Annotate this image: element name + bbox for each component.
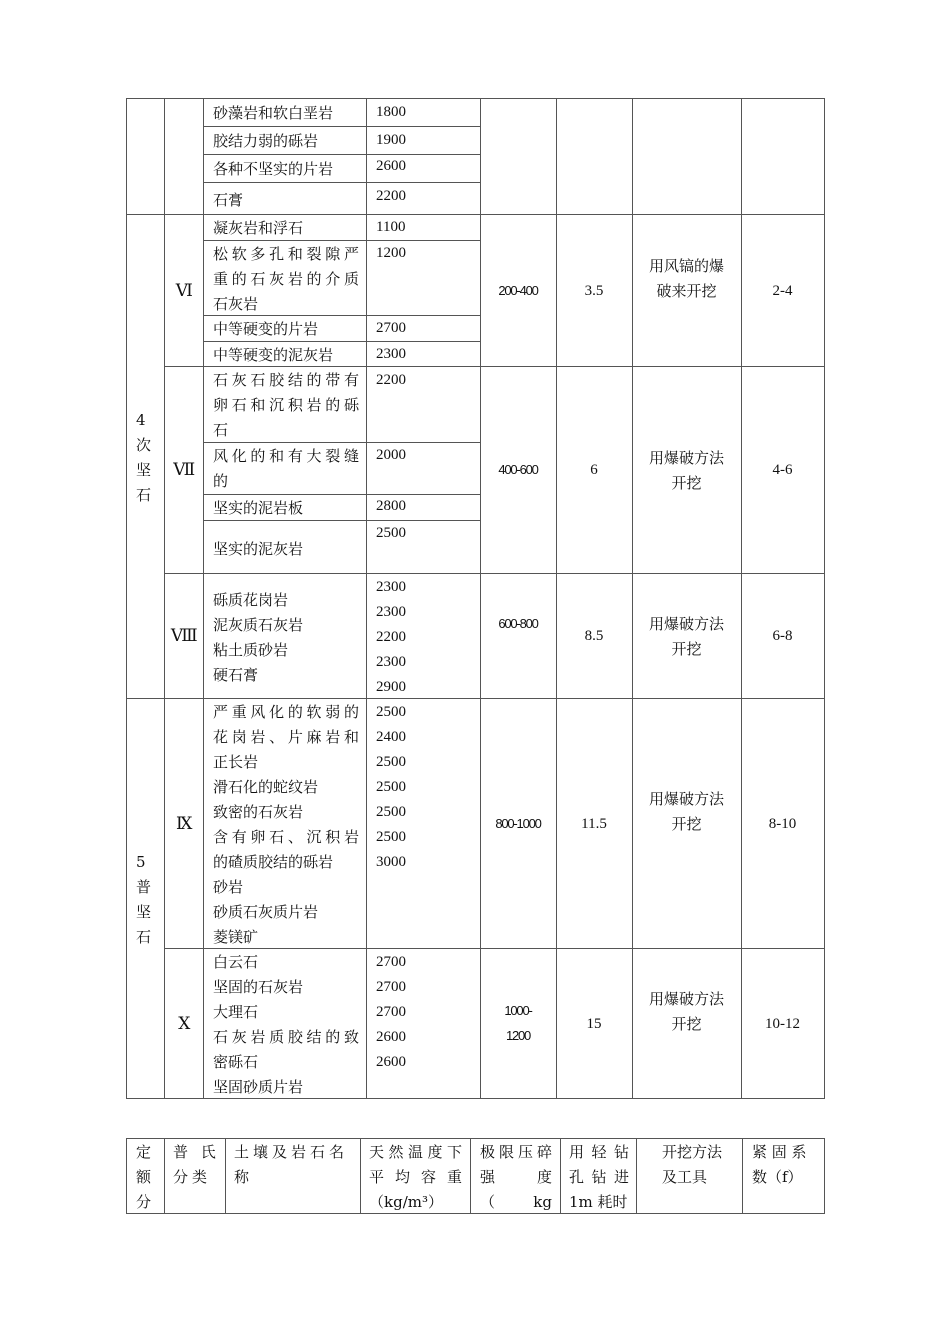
class-roman-numeral: Ⅹ — [178, 1014, 189, 1033]
grade-label-line: 石 — [136, 486, 152, 504]
rock-name: 凝灰岩和浮石 — [213, 219, 304, 237]
excavation-method: 用风镐的爆 破来开挖 — [648, 257, 724, 300]
rock-name: 菱镁矿 — [213, 928, 259, 946]
unit-weight: 2800 — [376, 498, 406, 514]
rock-name: 密砾石 — [213, 1053, 259, 1071]
rock-name: 正长岩 — [213, 753, 259, 771]
excavation-method: 用爆破方法 开挖 — [648, 790, 724, 833]
header-drill-time: 孔钻进 — [569, 1168, 629, 1186]
rock-name: 石灰石胶结的带有 — [213, 371, 359, 389]
rock-name: 重的石灰岩的介质 — [213, 270, 359, 288]
grade-label-line: 坚 — [136, 461, 152, 479]
header-unit-weight: 天然温度下 — [369, 1143, 462, 1161]
grade-label-line: 坚 — [136, 903, 152, 921]
header-compressive-strength: （ kg — [480, 1193, 552, 1211]
header-drill-time: 用轻钻 — [569, 1143, 629, 1161]
rock-name: 石灰岩 — [213, 295, 259, 313]
excavation-method: 用爆破方法 开挖 — [648, 990, 724, 1033]
firmness-coefficient: 2-4 — [772, 283, 793, 299]
class-roman-numeral: Ⅷ — [170, 626, 197, 645]
rock-name: 风化的和有大裂缝 — [213, 447, 359, 465]
unit-weight-list: 2500 2400 2500 2500 2500 2500 3000 — [376, 704, 406, 870]
unit-weight: 2200 — [376, 188, 406, 204]
compressive-strength: 1000- 1200 — [504, 1003, 532, 1043]
header-excavation-method: 开挖方法 及工具 — [662, 1143, 723, 1186]
grade-label-line: 次 — [136, 436, 152, 454]
rock-name: 的 — [213, 472, 229, 490]
unit-weight: 2200 — [376, 372, 406, 388]
grade-label-line: 普 — [136, 878, 152, 896]
rock-name: 砂藻岩和软白垩岩 — [213, 104, 334, 122]
grade-label-line: 石 — [136, 928, 152, 946]
header-quota-class: 分 — [136, 1193, 152, 1211]
rock-name: 大理石 — [213, 1003, 259, 1021]
rock-name: 各种不坚实的片岩 — [213, 160, 334, 178]
rock-name: 花岗岩、片麻岩和 — [213, 728, 359, 746]
header-quota-class: 定 — [136, 1143, 152, 1161]
excavation-method: 用爆破方法 开挖 — [648, 449, 724, 492]
header-soil-rock-name: 土壤及岩石名 称 — [234, 1143, 349, 1186]
unit-weight-list: 2300 2300 2200 2300 2900 — [376, 579, 406, 695]
rock-name: 滑石化的蛇纹岩 — [213, 778, 319, 796]
rock-name: 的碴质胶结的砾岩 — [213, 853, 334, 871]
header-unit-weight: 平均容重 — [369, 1168, 462, 1186]
rock-name: 石 — [213, 421, 229, 439]
rock-name: 坚实的泥灰岩 — [213, 540, 304, 558]
header-compressive-strength: 极限压碎 — [480, 1143, 552, 1161]
rock-name: 致密的石灰岩 — [213, 803, 304, 821]
rock-name: 砂岩 — [213, 878, 244, 896]
drill-time: 6 — [590, 462, 598, 478]
unit-weight: 1800 — [376, 104, 406, 120]
compressive-strength: 800-1000 — [495, 816, 541, 831]
drill-time: 3.5 — [584, 283, 604, 299]
unit-weight: 2500 — [376, 525, 406, 541]
rock-name: 中等硬变的泥灰岩 — [213, 346, 334, 364]
rock-name: 白云石 — [213, 953, 259, 971]
firmness-coefficient: 4-6 — [772, 462, 793, 478]
unit-weight: 2600 — [376, 158, 406, 174]
unit-weight: 2300 — [376, 346, 406, 362]
class-roman-numeral: Ⅸ — [176, 814, 191, 833]
header-protodyakonov-class: 普 氏 分类 — [173, 1143, 220, 1186]
header-compressive-strength: 强 度 — [480, 1168, 552, 1186]
unit-weight: 1100 — [376, 219, 406, 235]
rock-name: 石灰岩质胶结的致 — [213, 1028, 359, 1046]
unit-weight: 2700 — [376, 320, 406, 336]
header-quota-class: 额 — [136, 1168, 152, 1186]
rock-name: 石膏 — [213, 191, 244, 209]
compressive-strength: 200-400 — [498, 283, 538, 298]
grade-label-line: 5 — [136, 853, 146, 871]
header-firmness-coefficient: 紧 固 系 数（f） — [752, 1143, 807, 1186]
rock-name: 中等硬变的片岩 — [213, 320, 319, 338]
class-roman-numeral: Ⅶ — [173, 460, 194, 479]
rock-name: 坚实的泥岩板 — [213, 499, 304, 517]
header-drill-time: 1m 耗时 — [569, 1193, 628, 1211]
drill-time: 11.5 — [581, 816, 607, 832]
rock-name-list: 砾质花岗岩 泥灰质石灰岩 粘土质砂岩 硬石膏 — [213, 591, 304, 684]
header-unit-weight: （kg/m³） — [369, 1193, 443, 1211]
firmness-coefficient: 8-10 — [768, 816, 797, 832]
rock-name: 胶结力弱的砾岩 — [213, 132, 319, 150]
rock-name: 卵石和沉积岩的砾 — [213, 396, 359, 414]
class-roman-numeral: Ⅵ — [175, 281, 192, 300]
firmness-coefficient: 6-8 — [772, 628, 793, 644]
compressive-strength: 600-800 — [498, 616, 538, 631]
drill-time: 15 — [586, 1016, 602, 1032]
rock-name: 坚固砂质片岩 — [213, 1078, 304, 1096]
rock-name: 砂质石灰质片岩 — [213, 903, 319, 921]
excavation-method: 用爆破方法 开挖 — [648, 615, 724, 658]
unit-weight: 1200 — [376, 245, 406, 261]
rock-name: 松软多孔和裂隙严 — [213, 245, 359, 263]
firmness-coefficient: 10-12 — [765, 1016, 800, 1032]
rock-name: 坚固的石灰岩 — [213, 978, 304, 996]
unit-weight-list: 2700 2700 2700 2600 2600 — [376, 954, 406, 1070]
rock-name: 严重风化的软弱的 — [213, 703, 359, 721]
unit-weight: 2000 — [376, 447, 406, 463]
drill-time: 8.5 — [584, 628, 604, 644]
unit-weight: 1900 — [376, 132, 406, 148]
rock-name: 含有卵石、沉积岩 — [213, 828, 359, 846]
compressive-strength: 400-600 — [498, 462, 538, 477]
grade-label-line: 4 — [136, 411, 146, 429]
